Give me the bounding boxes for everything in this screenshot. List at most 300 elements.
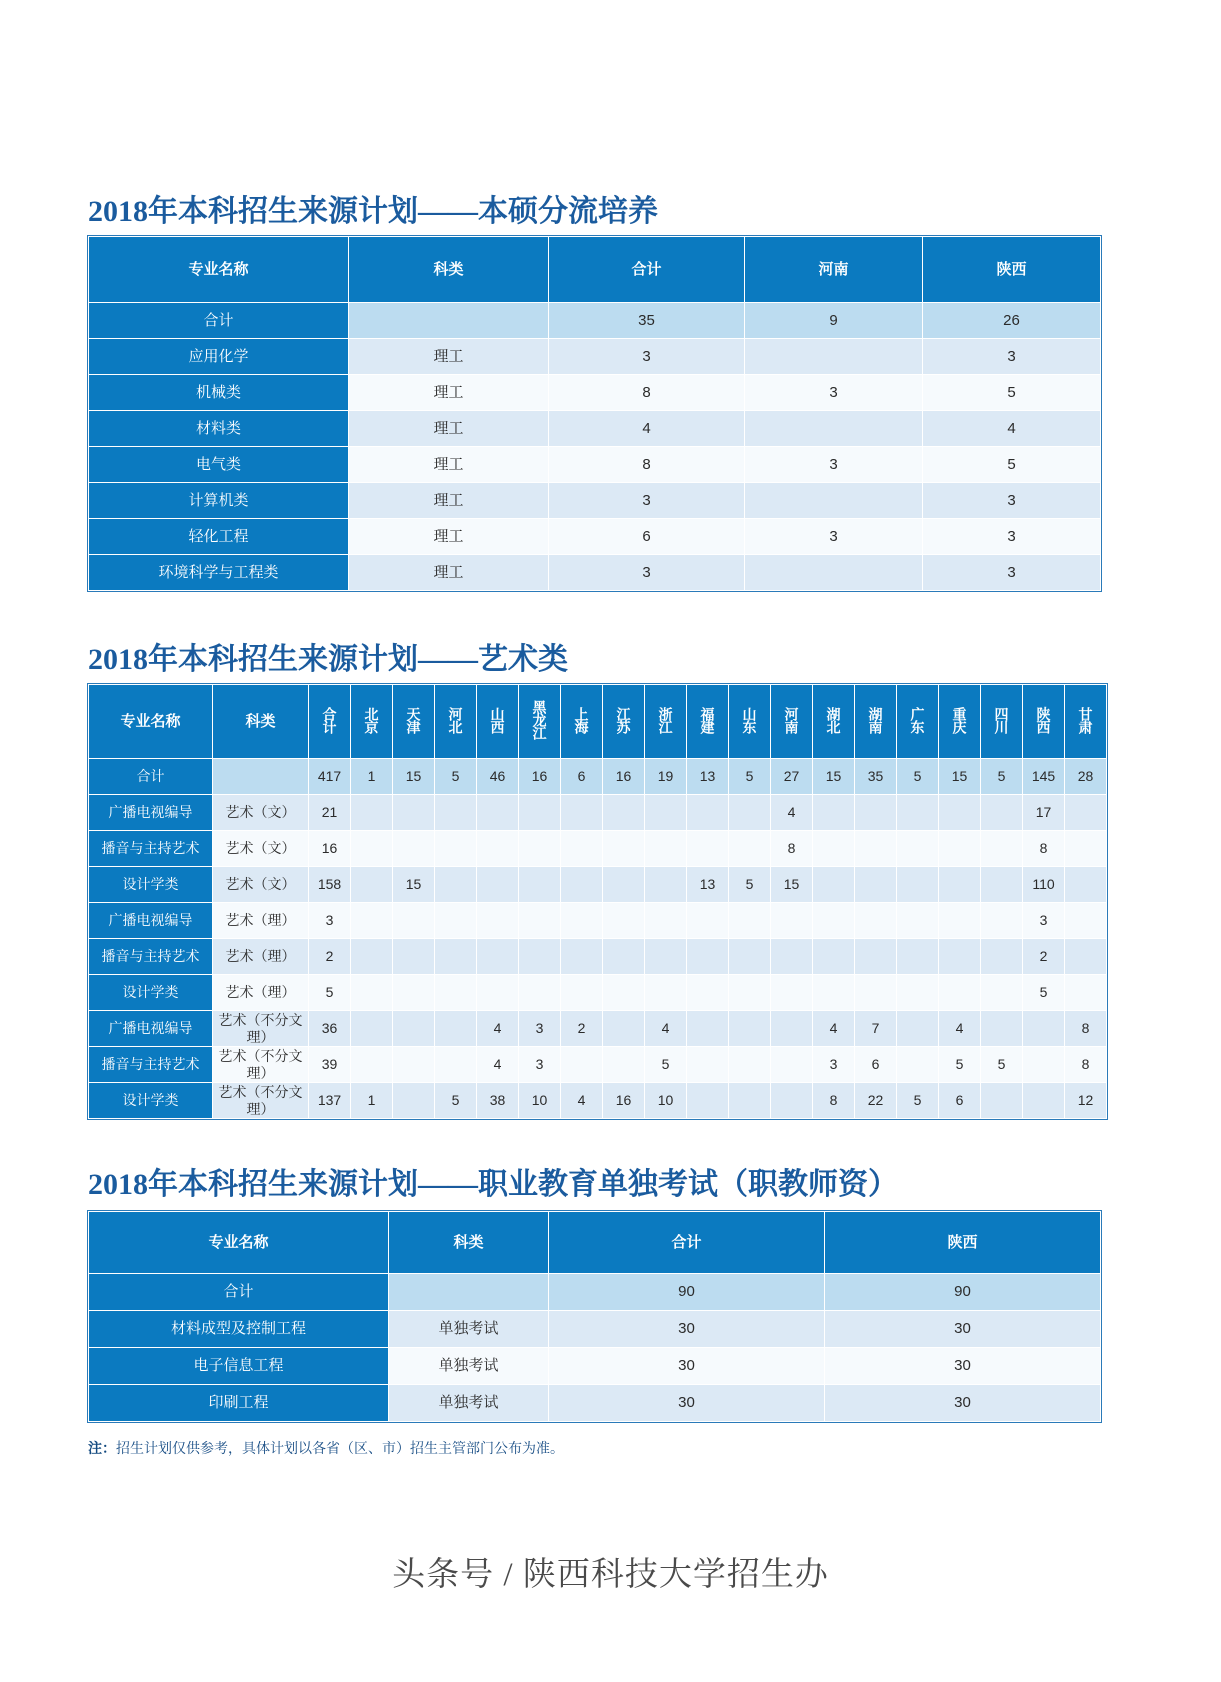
cell-value — [435, 903, 477, 939]
table-row — [89, 1311, 1101, 1348]
cell-value — [729, 831, 771, 867]
cell-value — [1065, 831, 1107, 867]
cell-category: 艺术（理） — [213, 939, 309, 975]
cell-value — [771, 903, 813, 939]
cell-major-name: 设计学类 — [89, 975, 213, 1011]
cell-value — [855, 795, 897, 831]
cell-major-name: 广播电视编导 — [89, 795, 213, 831]
cell-value — [855, 831, 897, 867]
cell-value: 5 — [981, 1047, 1023, 1083]
column-header-major: 专业名称 — [89, 1212, 389, 1274]
province-label: 浙江 — [657, 706, 674, 733]
cell-value — [561, 939, 603, 975]
cell-value — [477, 867, 519, 903]
cell-value: 4 — [561, 1083, 603, 1119]
cell-value — [561, 867, 603, 903]
cell-value: 26 — [923, 303, 1101, 339]
cell-value: 3 — [549, 483, 745, 519]
province-label: 四川 — [993, 706, 1010, 733]
cell-value — [745, 483, 923, 519]
column-header-province — [729, 685, 771, 759]
cell-value — [687, 903, 729, 939]
cell-value — [897, 831, 939, 867]
table-row — [89, 939, 1107, 975]
cell-value — [393, 795, 435, 831]
cell-category: 单独考试 — [389, 1385, 549, 1422]
cell-value: 5 — [729, 867, 771, 903]
cell-value — [603, 1047, 645, 1083]
cell-category: 理工 — [349, 411, 549, 447]
cell-value — [519, 939, 561, 975]
cell-value — [435, 867, 477, 903]
cell-value: 3 — [1023, 903, 1065, 939]
cell-value — [603, 975, 645, 1011]
cell-value: 8 — [549, 447, 745, 483]
cell-value — [435, 1011, 477, 1047]
cell-value: 145 — [1023, 759, 1065, 795]
table-row — [89, 759, 1107, 795]
cell-value — [813, 795, 855, 831]
cell-value — [939, 831, 981, 867]
column-header-province — [393, 685, 435, 759]
cell-value — [897, 1047, 939, 1083]
cell-value — [645, 831, 687, 867]
cell-value — [1065, 939, 1107, 975]
cell-value — [435, 795, 477, 831]
cell-value — [351, 1047, 393, 1083]
cell-value: 17 — [1023, 795, 1065, 831]
cell-category: 理工 — [349, 483, 549, 519]
cell-value: 1 — [351, 759, 393, 795]
province-label: 北京 — [363, 706, 380, 733]
cell-value: 10 — [645, 1083, 687, 1119]
cell-major-name: 电子信息工程 — [89, 1348, 389, 1385]
cell-value — [603, 831, 645, 867]
cell-value — [1023, 1011, 1065, 1047]
cell-value — [729, 903, 771, 939]
cell-value: 90 — [549, 1274, 825, 1311]
cell-value — [519, 867, 561, 903]
cell-major-name: 播音与主持艺术 — [89, 1047, 213, 1083]
cell-value — [645, 795, 687, 831]
cell-value: 4 — [549, 411, 745, 447]
cell-value — [519, 903, 561, 939]
cell-category — [213, 759, 309, 795]
cell-value: 8 — [771, 831, 813, 867]
cell-value — [897, 1011, 939, 1047]
province-label: 湖南 — [867, 706, 884, 733]
footnote — [88, 1438, 564, 1458]
cell-value — [745, 411, 923, 447]
cell-value — [519, 795, 561, 831]
table-header-row — [89, 237, 1101, 303]
cell-value — [855, 867, 897, 903]
column-header-major: 专业名称 — [89, 237, 349, 303]
cell-value: 12 — [1065, 1083, 1107, 1119]
province-label: 山东 — [741, 706, 758, 733]
cell-value — [351, 1011, 393, 1047]
cell-value: 158 — [309, 867, 351, 903]
cell-value — [771, 1047, 813, 1083]
table-row — [89, 375, 1101, 411]
column-header-province — [645, 685, 687, 759]
province-label: 黑龙江 — [531, 700, 548, 740]
table-row — [89, 1274, 1101, 1311]
cell-value: 5 — [1023, 975, 1065, 1011]
cell-value — [897, 795, 939, 831]
cell-value — [1065, 867, 1107, 903]
cell-major-name: 设计学类 — [89, 1083, 213, 1119]
cell-value — [897, 975, 939, 1011]
column-header-total: 合计 — [549, 237, 745, 303]
cell-value — [771, 1011, 813, 1047]
column-header-province — [855, 685, 897, 759]
cell-value: 7 — [855, 1011, 897, 1047]
cell-value — [813, 831, 855, 867]
cell-value: 5 — [897, 759, 939, 795]
cell-value — [351, 867, 393, 903]
cell-value — [435, 975, 477, 1011]
cell-value: 90 — [825, 1274, 1101, 1311]
cell-value: 5 — [981, 759, 1023, 795]
cell-value — [771, 939, 813, 975]
cell-value — [393, 1083, 435, 1119]
province-label: 合计 — [321, 706, 338, 733]
cell-value — [435, 831, 477, 867]
cell-major-name: 合计 — [89, 759, 213, 795]
cell-value: 8 — [1065, 1011, 1107, 1047]
province-label: 湖北 — [825, 706, 842, 733]
cell-value — [939, 867, 981, 903]
province-label: 天津 — [405, 706, 422, 733]
cell-value — [561, 975, 603, 1011]
province-label: 陕西 — [1035, 706, 1052, 733]
cell-value — [939, 939, 981, 975]
cell-value: 3 — [923, 483, 1101, 519]
cell-value — [561, 831, 603, 867]
province-label: 江苏 — [615, 706, 632, 733]
cell-value: 1 — [351, 1083, 393, 1119]
column-header-province — [939, 685, 981, 759]
cell-value — [939, 975, 981, 1011]
cell-value: 3 — [519, 1047, 561, 1083]
cell-value — [729, 1083, 771, 1119]
table-art-plan — [88, 684, 1107, 1119]
cell-value: 5 — [923, 375, 1101, 411]
cell-major-name: 计算机类 — [89, 483, 349, 519]
cell-value: 21 — [309, 795, 351, 831]
column-header-province — [477, 685, 519, 759]
table-row — [89, 1011, 1107, 1047]
cell-value — [393, 903, 435, 939]
cell-value — [981, 1083, 1023, 1119]
cell-value — [477, 939, 519, 975]
cell-major-name: 环境科学与工程类 — [89, 555, 349, 591]
cell-value: 8 — [1065, 1047, 1107, 1083]
cell-value: 3 — [549, 339, 745, 375]
cell-value — [603, 795, 645, 831]
table-row — [89, 519, 1101, 555]
cell-value — [855, 903, 897, 939]
column-header-province — [351, 685, 393, 759]
footnote-label: 注： — [88, 1440, 116, 1456]
column-header-province — [603, 685, 645, 759]
cell-value: 28 — [1065, 759, 1107, 795]
cell-value — [981, 975, 1023, 1011]
cell-value: 4 — [477, 1011, 519, 1047]
cell-value: 137 — [309, 1083, 351, 1119]
cell-value: 30 — [549, 1311, 825, 1348]
cell-value — [729, 1011, 771, 1047]
table-row — [89, 975, 1107, 1011]
cell-value: 27 — [771, 759, 813, 795]
cell-major-name: 播音与主持艺术 — [89, 831, 213, 867]
cell-value — [981, 903, 1023, 939]
cell-value — [981, 867, 1023, 903]
cell-value: 9 — [745, 303, 923, 339]
cell-category: 单独考试 — [389, 1348, 549, 1385]
cell-value — [813, 903, 855, 939]
cell-category: 艺术（不分文理） — [213, 1083, 309, 1119]
cell-major-name: 广播电视编导 — [89, 1011, 213, 1047]
cell-value — [813, 975, 855, 1011]
cell-value: 6 — [549, 519, 745, 555]
cell-category: 理工 — [349, 339, 549, 375]
table-row — [89, 303, 1101, 339]
column-header-province — [897, 685, 939, 759]
column-header-province — [1023, 685, 1065, 759]
cell-value — [1023, 1047, 1065, 1083]
cell-value: 3 — [519, 1011, 561, 1047]
cell-value: 3 — [745, 447, 923, 483]
cell-value — [351, 903, 393, 939]
cell-value: 22 — [855, 1083, 897, 1119]
cell-value — [645, 867, 687, 903]
column-header-province — [519, 685, 561, 759]
cell-value — [1065, 903, 1107, 939]
cell-value: 3 — [745, 375, 923, 411]
cell-value: 3 — [813, 1047, 855, 1083]
cell-major-name: 合计 — [89, 303, 349, 339]
cell-major-name: 电气类 — [89, 447, 349, 483]
table-row — [89, 411, 1101, 447]
cell-category: 单独考试 — [389, 1311, 549, 1348]
cell-value: 13 — [687, 867, 729, 903]
cell-value: 35 — [549, 303, 745, 339]
table-row — [89, 1385, 1101, 1422]
cell-value — [729, 795, 771, 831]
cell-value — [1023, 1083, 1065, 1119]
table-row — [89, 831, 1107, 867]
cell-value — [687, 975, 729, 1011]
table-row — [89, 867, 1107, 903]
cell-value — [729, 939, 771, 975]
cell-value — [393, 975, 435, 1011]
cell-category: 艺术（理） — [213, 903, 309, 939]
cell-value: 6 — [855, 1047, 897, 1083]
cell-value — [561, 903, 603, 939]
cell-category — [389, 1274, 549, 1311]
cell-value: 16 — [309, 831, 351, 867]
cell-value — [477, 903, 519, 939]
cell-value — [939, 903, 981, 939]
cell-value — [813, 867, 855, 903]
cell-value — [603, 939, 645, 975]
province-label: 河北 — [447, 706, 464, 733]
cell-value — [603, 1011, 645, 1047]
cell-category: 理工 — [349, 375, 549, 411]
province-label: 甘肃 — [1077, 706, 1094, 733]
cell-value: 5 — [645, 1047, 687, 1083]
cell-value — [981, 939, 1023, 975]
cell-value: 5 — [923, 447, 1101, 483]
cell-value: 15 — [393, 867, 435, 903]
cell-value: 3 — [923, 339, 1101, 375]
cell-category — [349, 303, 549, 339]
cell-value: 2 — [309, 939, 351, 975]
cell-value — [519, 975, 561, 1011]
cell-value: 2 — [1023, 939, 1065, 975]
cell-value: 4 — [771, 795, 813, 831]
cell-category: 理工 — [349, 555, 549, 591]
cell-category: 艺术（文） — [213, 867, 309, 903]
cell-value: 8 — [1023, 831, 1065, 867]
column-header-category: 科类 — [349, 237, 549, 303]
column-header-province — [561, 685, 603, 759]
cell-value: 10 — [519, 1083, 561, 1119]
table-row — [89, 1348, 1101, 1385]
cell-value — [393, 939, 435, 975]
cell-major-name: 广播电视编导 — [89, 903, 213, 939]
cell-value: 5 — [897, 1083, 939, 1119]
cell-value — [687, 795, 729, 831]
cell-value — [687, 831, 729, 867]
cell-value — [645, 939, 687, 975]
cell-value: 4 — [923, 411, 1101, 447]
cell-value: 3 — [745, 519, 923, 555]
table-header-row — [89, 685, 1107, 759]
cell-value: 417 — [309, 759, 351, 795]
cell-value: 15 — [393, 759, 435, 795]
cell-value: 16 — [603, 759, 645, 795]
cell-value — [981, 831, 1023, 867]
cell-major-name: 应用化学 — [89, 339, 349, 375]
province-label: 山西 — [489, 706, 506, 733]
column-header-province — [435, 685, 477, 759]
cell-value — [729, 1047, 771, 1083]
cell-value — [351, 939, 393, 975]
cell-value: 3 — [309, 903, 351, 939]
cell-value: 3 — [923, 519, 1101, 555]
column-header-province — [813, 685, 855, 759]
cell-value — [939, 795, 981, 831]
table-row — [89, 1083, 1107, 1119]
cell-value: 4 — [645, 1011, 687, 1047]
province-label: 重庆 — [951, 706, 968, 733]
cell-value — [435, 939, 477, 975]
cell-value: 5 — [729, 759, 771, 795]
cell-value: 15 — [939, 759, 981, 795]
cell-value — [771, 1083, 813, 1119]
cell-value — [1065, 795, 1107, 831]
table-benshuo-fenliu — [88, 236, 1101, 591]
cell-value: 30 — [825, 1311, 1101, 1348]
cell-value: 110 — [1023, 867, 1065, 903]
cell-value — [477, 975, 519, 1011]
table-row — [89, 555, 1101, 591]
cell-value — [645, 903, 687, 939]
cell-value — [435, 1047, 477, 1083]
cell-value — [351, 975, 393, 1011]
cell-value: 16 — [519, 759, 561, 795]
table-row — [89, 795, 1107, 831]
province-label: 上海 — [573, 706, 590, 733]
cell-value: 5 — [435, 1083, 477, 1119]
cell-value: 30 — [825, 1348, 1101, 1385]
cell-value — [351, 795, 393, 831]
cell-major-name: 播音与主持艺术 — [89, 939, 213, 975]
table-row — [89, 447, 1101, 483]
column-header-province — [771, 685, 813, 759]
footnote-text: 招生计划仅供参考，具体计划以各省（区、市）招生主管部门公布为准。 — [116, 1440, 564, 1456]
cell-value: 5 — [939, 1047, 981, 1083]
cell-value: 5 — [435, 759, 477, 795]
cell-value — [855, 939, 897, 975]
cell-category: 理工 — [349, 447, 549, 483]
table-header-row — [89, 1212, 1101, 1274]
cell-value: 6 — [939, 1083, 981, 1119]
cell-value — [561, 795, 603, 831]
cell-value: 15 — [813, 759, 855, 795]
table-row — [89, 483, 1101, 519]
cell-value — [897, 867, 939, 903]
cell-value — [393, 1011, 435, 1047]
cell-value — [519, 831, 561, 867]
column-header-total: 合计 — [549, 1212, 825, 1274]
cell-value — [393, 831, 435, 867]
cell-major-name: 设计学类 — [89, 867, 213, 903]
cell-major-name: 合计 — [89, 1274, 389, 1311]
section-title-vocational: 2018年本科招生来源计划——职业教育单独考试（职教师资） — [88, 1168, 898, 1201]
cell-value — [603, 903, 645, 939]
cell-value: 46 — [477, 759, 519, 795]
column-header-category: 科类 — [389, 1212, 549, 1274]
cell-value: 35 — [855, 759, 897, 795]
cell-category: 艺术（不分文理） — [213, 1011, 309, 1047]
column-header-total — [309, 685, 351, 759]
cell-value: 3 — [549, 555, 745, 591]
cell-value — [897, 903, 939, 939]
cell-value: 39 — [309, 1047, 351, 1083]
cell-value: 4 — [813, 1011, 855, 1047]
cell-value — [687, 939, 729, 975]
cell-major-name: 印刷工程 — [89, 1385, 389, 1422]
cell-value: 4 — [939, 1011, 981, 1047]
cell-value — [645, 975, 687, 1011]
cell-value — [729, 975, 771, 1011]
cell-value — [981, 1011, 1023, 1047]
cell-value — [897, 939, 939, 975]
cell-category: 艺术（文） — [213, 831, 309, 867]
cell-value: 36 — [309, 1011, 351, 1047]
column-header-henan: 河南 — [745, 237, 923, 303]
column-header-province — [687, 685, 729, 759]
cell-value — [745, 555, 923, 591]
cell-value — [393, 1047, 435, 1083]
cell-category: 艺术（不分文理） — [213, 1047, 309, 1083]
cell-value — [561, 1047, 603, 1083]
cell-value: 2 — [561, 1011, 603, 1047]
